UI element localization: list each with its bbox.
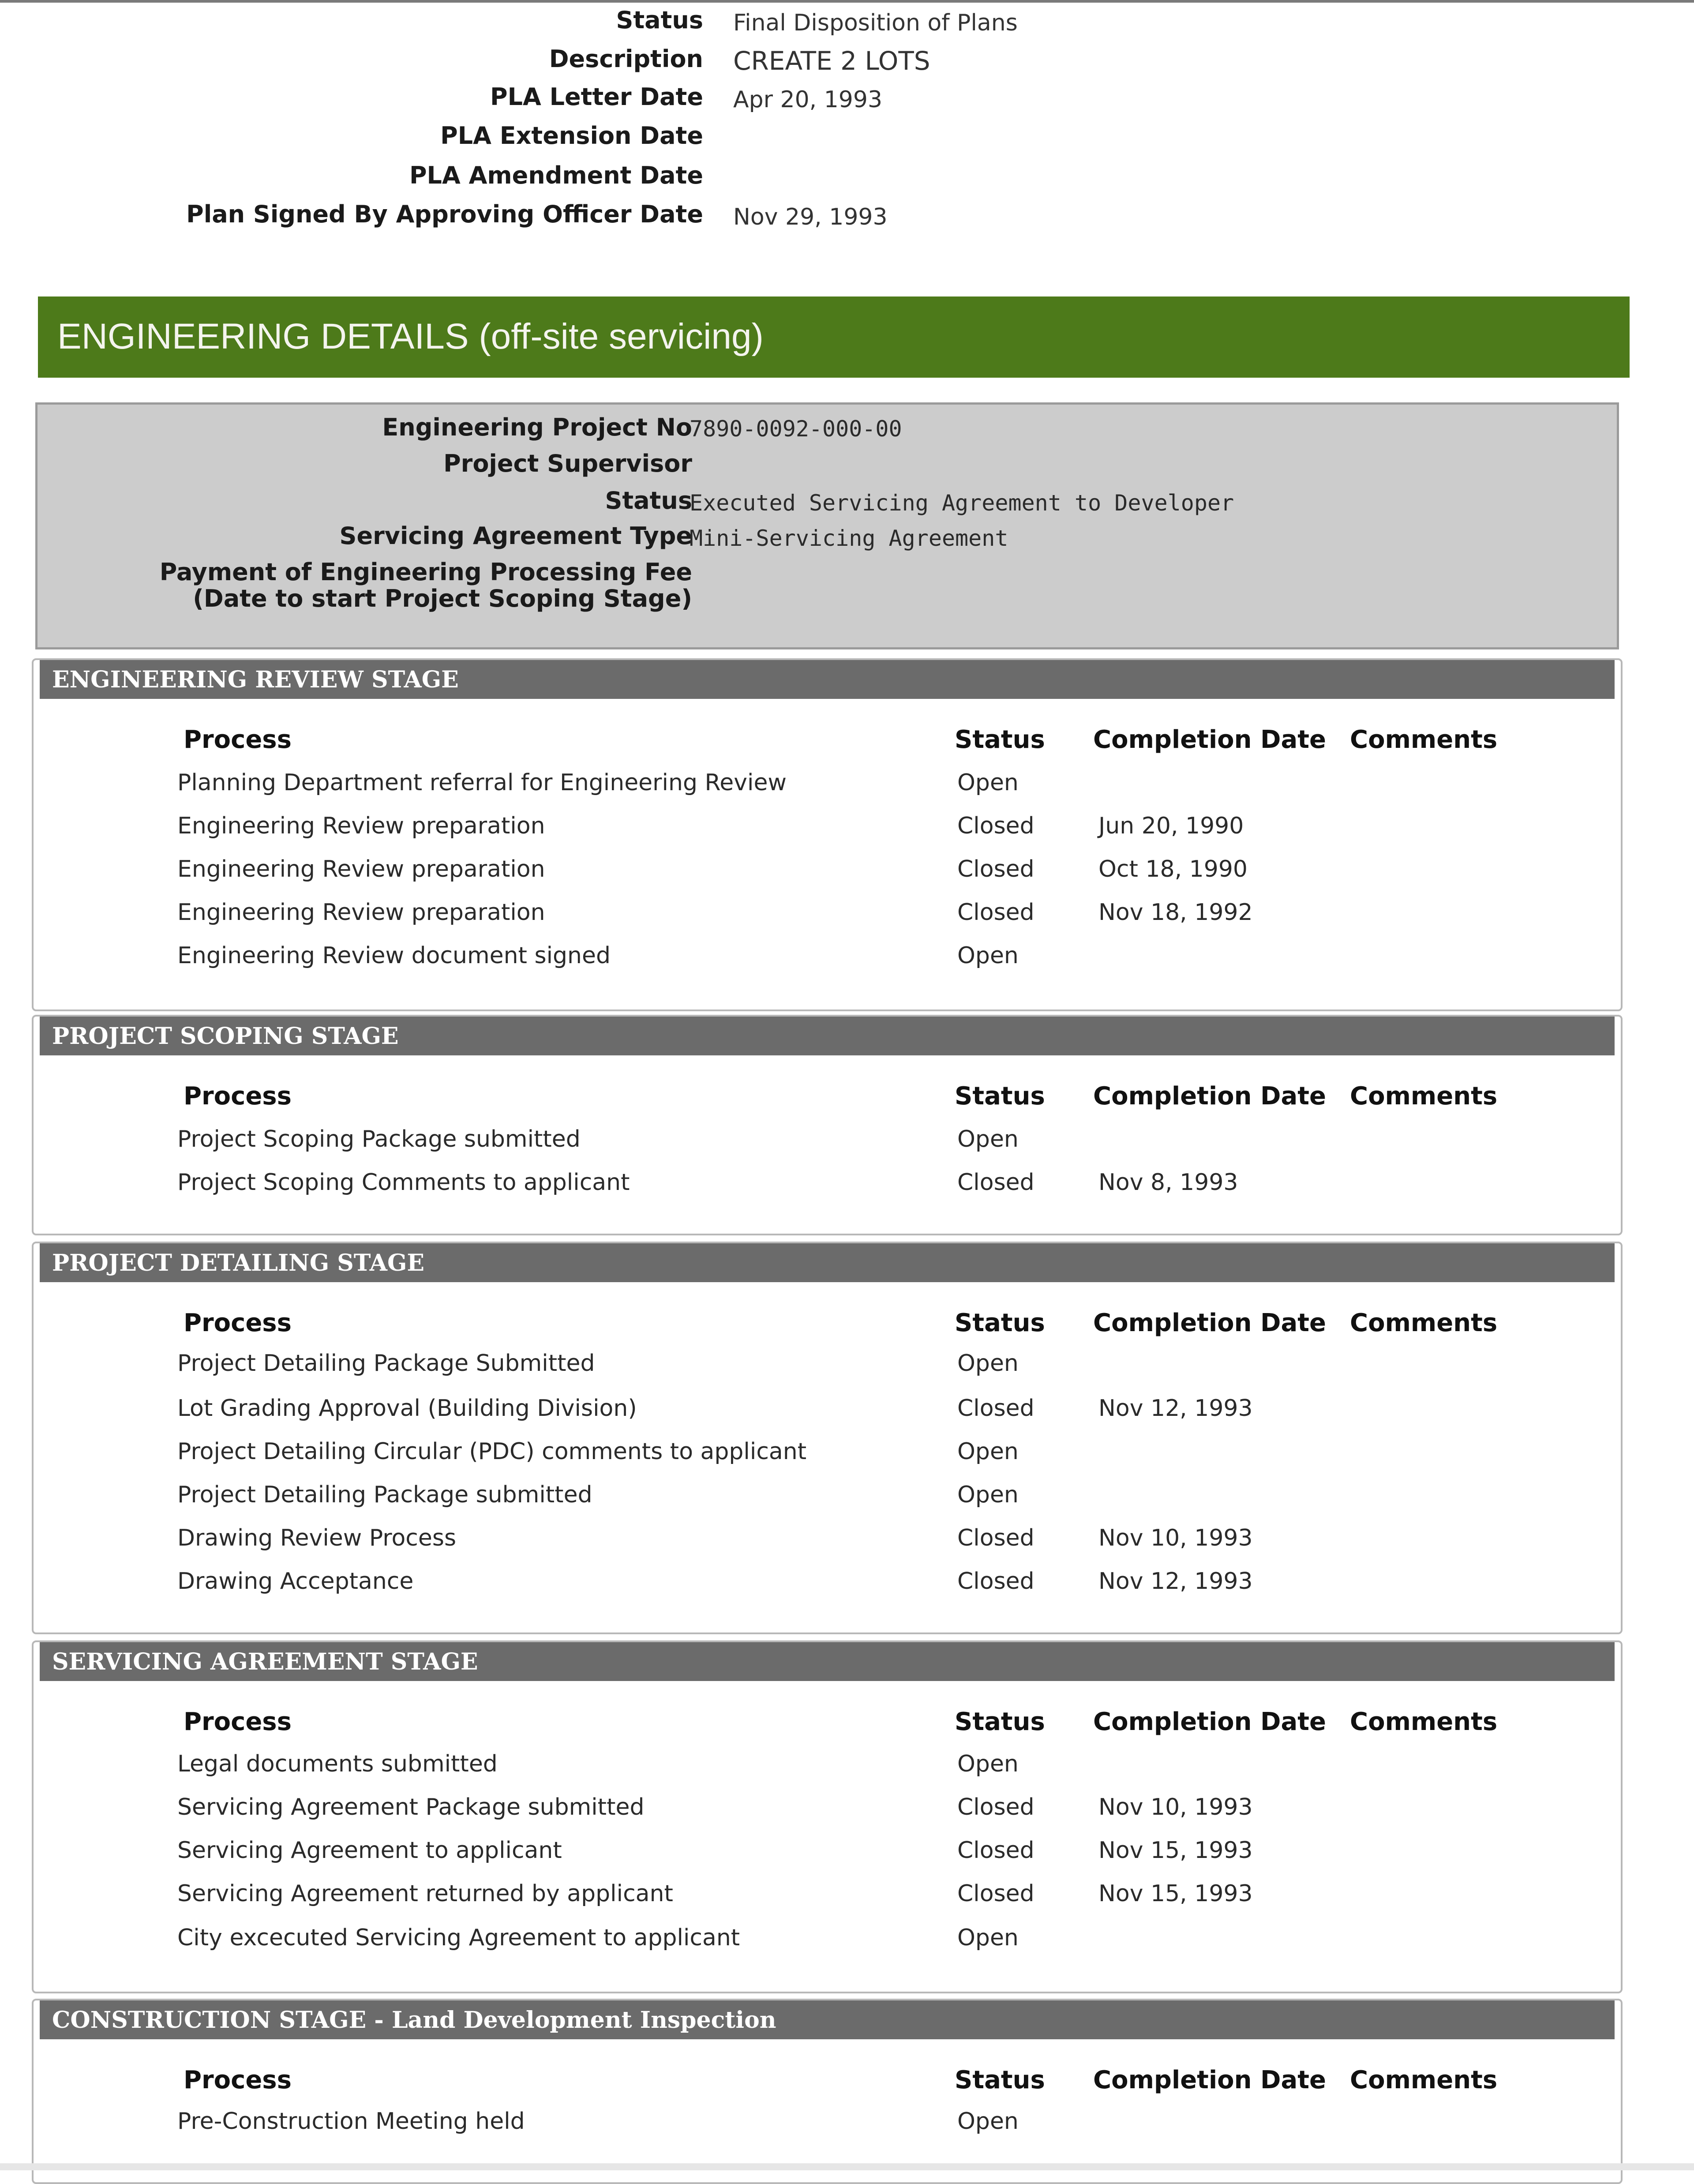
status-cell: Open — [957, 1350, 1019, 1377]
stage-header — [40, 1642, 1615, 1681]
plan-status-row — [0, 6, 1694, 41]
completion-date-cell: Nov 18, 1992 — [1098, 899, 1253, 926]
pla-extension-date-row — [0, 122, 1694, 157]
table-row — [34, 1925, 1622, 1964]
status-cell: Open — [957, 769, 1019, 796]
engineering-info-box — [35, 402, 1619, 649]
completion-date-cell: Nov 10, 1993 — [1098, 1794, 1253, 1820]
column-header-comments: Comments — [1350, 1309, 1498, 1337]
plan-status-label: Status — [616, 6, 703, 34]
process-cell: Engineering Review preparation — [177, 899, 545, 926]
column-header-process: Process — [184, 1082, 292, 1111]
status-cell: Closed — [957, 1880, 1034, 1907]
process-cell: Servicing Agreement returned by applicant — [177, 1880, 673, 1907]
status-cell: Open — [957, 1925, 1019, 1951]
process-cell: Drawing Review Process — [177, 1525, 457, 1551]
plan-signed-date-row — [0, 200, 1694, 236]
status-cell: Closed — [957, 856, 1034, 882]
pla-letter-date-value: Apr 20, 1993 — [733, 86, 883, 113]
status-cell: Closed — [957, 899, 1034, 926]
table-row — [34, 1482, 1622, 1521]
process-cell: Servicing Agreement to applicant — [177, 1837, 562, 1864]
construction-stage — [32, 1999, 1623, 2184]
engineering-details-banner — [38, 296, 1630, 378]
column-header-status: Status — [955, 725, 1045, 754]
engineering-review-stage — [32, 658, 1623, 1011]
process-cell: Lot Grading Approval (Building Division) — [177, 1395, 637, 1422]
table-row — [34, 1438, 1622, 1478]
completion-date-cell: Nov 12, 1993 — [1098, 1568, 1253, 1595]
table-row — [34, 769, 1622, 809]
process-cell: Project Scoping Comments to applicant — [177, 1169, 630, 1196]
plan-signed-date-value: Nov 29, 1993 — [733, 204, 888, 230]
engineering-status-value: Executed Servicing Agreement to Developer — [690, 490, 1234, 516]
column-header-status: Status — [955, 1082, 1045, 1111]
status-cell: Closed — [957, 1395, 1034, 1422]
status-cell: Closed — [957, 1568, 1034, 1595]
column-header-comments: Comments — [1350, 1707, 1498, 1736]
stage-header — [40, 660, 1615, 699]
column-header-completion-date: Completion Date — [1093, 1309, 1327, 1337]
pla-extension-date-label: PLA Extension Date — [440, 122, 703, 150]
completion-date-cell: Nov 8, 1993 — [1098, 1169, 1238, 1196]
table-row — [34, 1837, 1622, 1877]
stage-header — [40, 2000, 1615, 2039]
table-row — [34, 942, 1622, 982]
stage-title: SERVICING AGREEMENT STAGE — [52, 1648, 478, 1675]
completion-date-cell: Oct 18, 1990 — [1098, 856, 1248, 882]
process-cell: City excecuted Servicing Agreement to applicant — [177, 1925, 740, 1951]
status-cell: Open — [957, 1482, 1019, 1508]
column-header-completion-date: Completion Date — [1093, 2066, 1327, 2094]
table-row — [34, 1568, 1622, 1608]
stage-title: PROJECT SCOPING STAGE — [52, 1023, 399, 1050]
column-header-process: Process — [184, 725, 292, 754]
status-cell: Open — [957, 1438, 1019, 1465]
completion-date-cell: Nov 15, 1993 — [1098, 1837, 1253, 1864]
stage-title: CONSTRUCTION STAGE - Land Development Inspection — [52, 2007, 776, 2034]
processing-fee-label-line1: Payment of Engineering Processing Fee — [159, 558, 692, 586]
column-header-comments: Comments — [1350, 2066, 1498, 2094]
process-cell: Engineering Review preparation — [177, 856, 545, 882]
completion-date-cell: Nov 15, 1993 — [1098, 1880, 1253, 1907]
process-cell: Project Detailing Package Submitted — [177, 1350, 595, 1377]
status-cell: Closed — [957, 1794, 1034, 1820]
table-row — [34, 2108, 1622, 2148]
column-header-process: Process — [184, 1707, 292, 1736]
servicing-agreement-type-label: Servicing Agreement Type — [339, 522, 692, 550]
pla-amendment-date-label: PLA Amendment Date — [409, 161, 703, 189]
column-header-process: Process — [184, 1309, 292, 1337]
column-header-status: Status — [955, 1309, 1045, 1337]
pla-amendment-date-row — [0, 161, 1694, 197]
table-row — [34, 1525, 1622, 1565]
process-cell: Pre-Construction Meeting held — [177, 2108, 525, 2135]
top-divider — [0, 0, 1694, 3]
status-cell: Closed — [957, 813, 1034, 839]
table-row — [34, 856, 1622, 896]
column-header-status: Status — [955, 1707, 1045, 1736]
table-row — [34, 1880, 1622, 1920]
pla-letter-date-row — [0, 83, 1694, 118]
column-header-process: Process — [184, 2066, 292, 2094]
stage-header — [40, 1017, 1615, 1055]
table-row — [34, 1350, 1622, 1390]
plan-description-label: Description — [549, 45, 703, 73]
pla-letter-date-label: PLA Letter Date — [490, 83, 703, 111]
table-row — [34, 1126, 1622, 1166]
completion-date-cell: Nov 10, 1993 — [1098, 1525, 1253, 1551]
project-supervisor-label: Project Supervisor — [443, 450, 692, 477]
table-row — [34, 1395, 1622, 1435]
status-cell: Open — [957, 942, 1019, 969]
engineering-details-title: ENGINEERING DETAILS (off-site servicing) — [57, 316, 764, 356]
column-header-completion-date: Completion Date — [1093, 1082, 1327, 1111]
process-cell: Engineering Review document signed — [177, 942, 611, 969]
column-header-completion-date: Completion Date — [1093, 725, 1327, 754]
stage-header — [40, 1243, 1615, 1282]
plan-description-value: CREATE 2 LOTS — [733, 46, 930, 76]
plan-status-value: Final Disposition of Plans — [733, 10, 1018, 36]
status-cell: Closed — [957, 1169, 1034, 1196]
engineering-project-no-value: 7890-0092-000-00 — [690, 416, 902, 442]
table-row — [34, 813, 1622, 852]
table-row — [34, 1794, 1622, 1834]
table-row — [34, 1751, 1622, 1790]
status-cell: Open — [957, 2108, 1019, 2135]
process-cell: Planning Department referral for Engineering Review — [177, 769, 787, 796]
processing-fee-label-line2: (Date to start Project Scoping Stage) — [193, 585, 692, 612]
process-cell: Project Scoping Package submitted — [177, 1126, 581, 1152]
project-scoping-stage — [32, 1015, 1623, 1235]
servicing-agreement-type-value: Mini-Servicing Agreement — [690, 525, 1008, 551]
stage-title: PROJECT DETAILING STAGE — [52, 1250, 425, 1276]
process-cell: Project Detailing Circular (PDC) comments to applicant — [177, 1438, 807, 1465]
column-header-comments: Comments — [1350, 1082, 1498, 1111]
process-cell: Project Detailing Package submitted — [177, 1482, 592, 1508]
status-cell: Closed — [957, 1837, 1034, 1864]
process-cell: Drawing Acceptance — [177, 1568, 414, 1595]
bottom-edge — [0, 2163, 1694, 2170]
plan-signed-date-label: Plan Signed By Approving Officer Date — [186, 200, 703, 228]
status-cell: Open — [957, 1126, 1019, 1152]
process-cell: Engineering Review preparation — [177, 813, 545, 839]
engineering-status-label: Status — [605, 487, 692, 514]
status-cell: Open — [957, 1751, 1019, 1777]
completion-date-cell: Jun 20, 1990 — [1098, 813, 1244, 839]
table-row — [34, 1169, 1622, 1209]
column-header-comments: Comments — [1350, 725, 1498, 754]
process-cell: Servicing Agreement Package submitted — [177, 1794, 645, 1820]
column-header-completion-date: Completion Date — [1093, 1707, 1327, 1736]
servicing-agreement-stage — [32, 1640, 1623, 1993]
engineering-project-no-label: Engineering Project No — [382, 413, 692, 441]
column-header-status: Status — [955, 2066, 1045, 2094]
process-cell: Legal documents submitted — [177, 1751, 498, 1777]
stage-title: ENGINEERING REVIEW STAGE — [52, 666, 459, 693]
table-row — [34, 899, 1622, 939]
completion-date-cell: Nov 12, 1993 — [1098, 1395, 1253, 1422]
project-detailing-stage — [32, 1242, 1623, 1634]
plan-description-row — [0, 45, 1694, 80]
status-cell: Closed — [957, 1525, 1034, 1551]
